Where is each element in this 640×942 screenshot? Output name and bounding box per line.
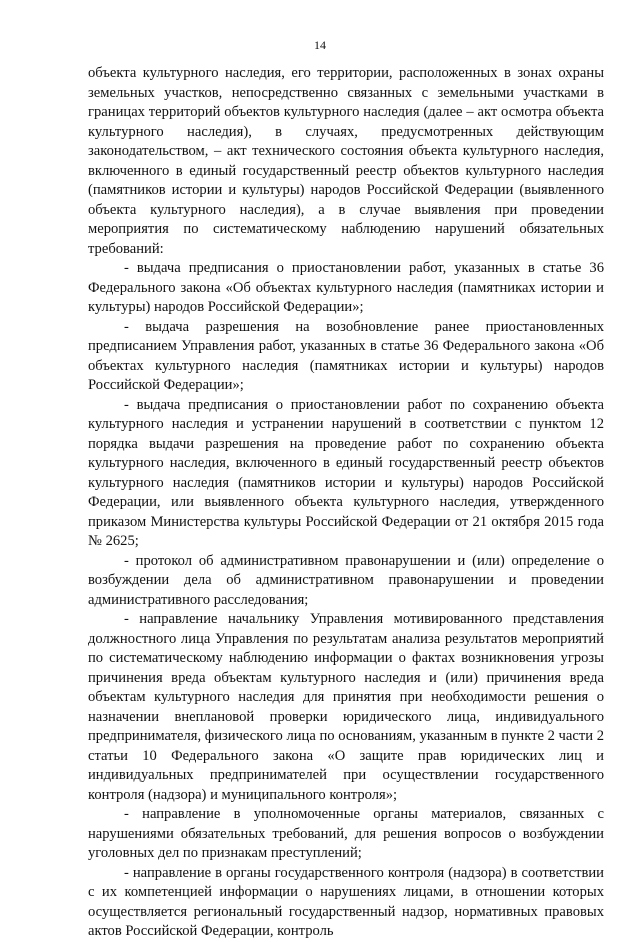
page-number: 14 [314,38,326,52]
list-item-suspension-order: - выдача предписания о приостановлении работ, указанных в статье 36 Федерального закона «Об объектах культурного наследия (памятниках истории и культуры) народов Российской Федерации»; [88,260,604,315]
list-item-information-to-control-bodies: - направление в органы государственного контроля (надзора) в соответствии с их компетенцией информации о нарушениях лицами, в отношении которых осуществляется региональный государственный надзор, нормативных правовых актов Российской Федерации, контроль [88,864,604,939]
list-item-resumption-permit: - выдача разрешения на возобновление ранее приостановленных предписанием Управления работ, указанных в статье 36 Федерального закона «Об объектах культурного наследия (памятниках истории и культуры) народов Российской Федерации»; [88,318,604,393]
list-item-preservation-suspension-order: - выдача предписания о приостановлении работ по сохранению объекта культурного наследия и устранении нарушений в соответствии с пунктом 12 порядка выдачи разрешения на проведение работ по сохранению объекта культурного наследия, включенного в единый государственный реестр объектов культурного наследия (памятников истории и культуры) народов Российской Федерации, или выявленного объекта культурного наследия, утвержденного приказом Министерства культуры Российской Федерации от 21 октября 2015 года № 2625; [88,396,604,549]
document-body [88,64,604,942]
paragraph-intro: объекта культурного наследия, его территории, расположенных в зонах охраны земельных участков, непосредственно связанных с земельными участками в границах территорий объектов культурного наследия (далее – акт осмотра объекта культурного наследия), в случаях, предусмотренных действующим законодательством, – акт технического состояния объекта культурного наследия, включенного в единый государственный реестр объектов культурного наследия (памятников истории и культуры) народов Российской Федерации (выявленного объекта культурного наследия), а в случае выявления при проведении мероприятия по систематическому наблюдению нарушений обязательных требований: [88,65,604,257]
list-item-offense-protocol: - протокол об административном правонарушении и (или) определение о возбуждении дела об административном правонарушении и проведении административного расследования; [88,552,604,608]
list-item-motivated-submission: - направление начальнику Управления мотивированного представления должностного лица Управления по результатам анализа результатов мероприятий по систематическому наблюдению информации о фактах возникновения угрозы причинения вреда объектам культурного наследия и (или) причинения вреда объектам культурного наследия для принятия при необходимости решения о назначении внеплановой проверки юридического лица, индивидуального предпринимателя, физического лица по основаниям, указанным в пункте 2 части 2 статьи 10 Федерального закона «О защите прав юридических лиц и индивидуальных предпринимателей при осуществлении государственного контроля (надзора) и муниципального контроля»; [88,611,604,803]
list-item-materials-to-authorities: - направление в уполномоченные органы материалов, связанных с нарушениями обязательных требований, для решения вопросов о возбуждении уголовных дел по признакам преступлений; [88,806,604,861]
